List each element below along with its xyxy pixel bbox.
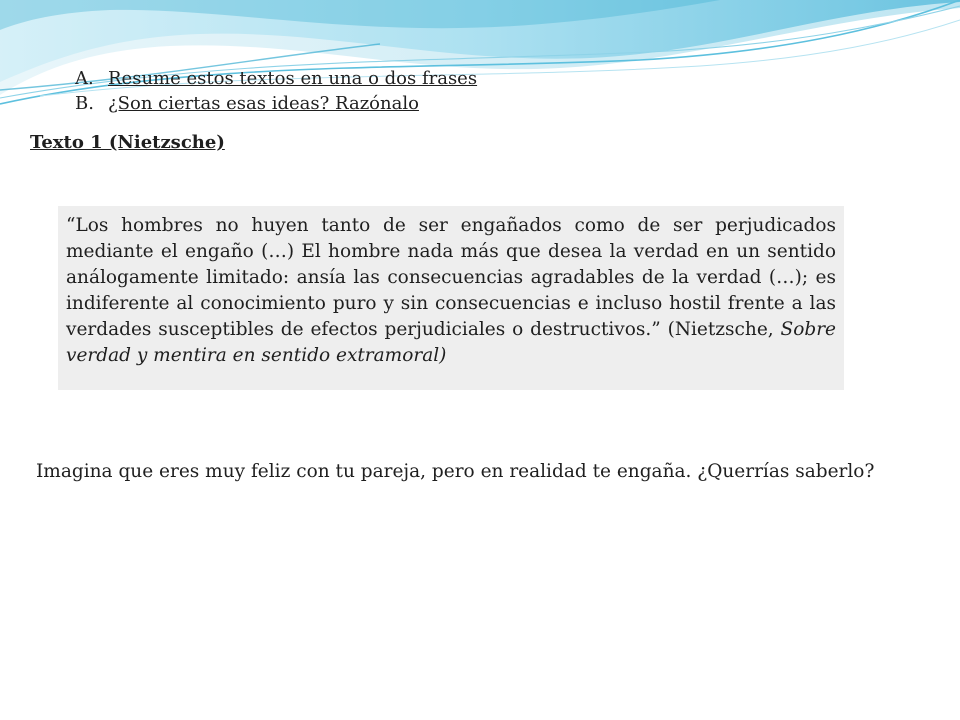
reflection-question: Imagina que eres muy feliz con tu pareja, pero en realidad te engaña. ¿Querrías saberlo?	[36, 461, 875, 482]
task-list	[75, 66, 477, 116]
quote-text: “Los hombres no huyen tanto de ser engañados como de ser perjudicados mediante el engaño (…) El hombre nada más que desea la verdad en un sentido análogamente limitado: ansía las consecuencias agradables de la verdad (…); es indiferente al conocimiento puro y sin consecuencias e incluso hostil frente a las verdades susceptibles de efectos perjudiciales o destructivos.” (Nietzsche,	[66, 215, 836, 340]
task-text: ¿Son ciertas esas ideas? Razónalo	[108, 93, 419, 114]
nietzsche-quote-box	[58, 206, 844, 390]
task-item-a	[75, 66, 477, 91]
task-text: Resume estos textos en una o dos frases	[108, 68, 478, 89]
task-letter: A.	[75, 68, 94, 89]
task-letter: B.	[75, 93, 94, 114]
task-item-b	[75, 91, 477, 116]
quote-work-title: Sobre verdad y mentira en sentido extramoral)	[66, 319, 836, 366]
section-title: Texto 1 (Nietzsche)	[30, 132, 225, 153]
